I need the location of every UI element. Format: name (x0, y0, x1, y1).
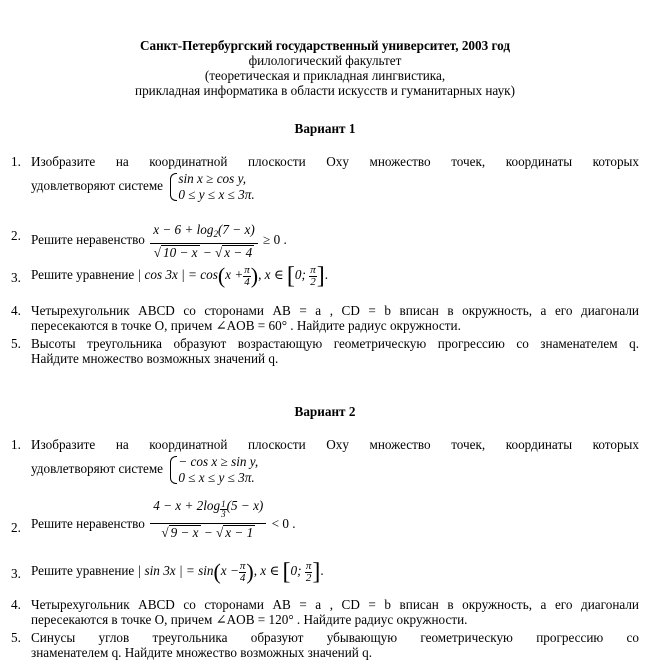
variant-1-title: Вариант 1 (294, 121, 356, 136)
faculty-line: филологический факультет (248, 53, 402, 68)
problem-text-line2: удовлетворяют системе (31, 178, 164, 194)
inequality-rhs: < 0 . (271, 516, 296, 531)
equation-lhs: | cos 3x | = cos (137, 267, 218, 283)
problem-text-line2: удовлетворяют системе (31, 461, 164, 477)
problem-number: 3. (11, 270, 21, 285)
problem-text-line2: Найдите множество возможных значений q. (31, 351, 279, 366)
problem-number: 5. (11, 630, 21, 645)
numerator-expr: x − 6 + log (153, 222, 214, 237)
problem-text-line1: Четырехугольник ABCD со сторонами AB = a , CD = b вписан в окружность, а его диагонали (31, 303, 639, 318)
equation-lhs: | sin 3x | = sin (137, 563, 214, 579)
system-eq-1: − cos x ≥ sin y, (178, 454, 259, 469)
problem-number: 2. (11, 228, 21, 243)
problem-number: 4. (11, 303, 21, 318)
interval-start: 0; (290, 563, 302, 579)
university-title: Санкт-Петербургский государственный университет, 2003 год (139, 38, 511, 53)
problem-text-line1: Высоты треугольника образуют возрастающую геометрическую прогрессию со знаменателем q. (31, 336, 639, 351)
log-base: $\frac{1}{3}$ (221, 499, 226, 519)
problem-text: Решите уравнение (31, 267, 135, 283)
problem-text: Решите неравенство (31, 516, 145, 531)
problem-number: 2. (11, 520, 21, 535)
problem-text-line2: пересекаются в точке O, причем ∠AOB = 120° . Найдите радиус окружности. (31, 612, 468, 627)
denominator-root-1: 9 − x (170, 525, 199, 540)
denominator-root-1: 10 − x (162, 245, 198, 260)
numerator-expr: 4 − x + 2log (153, 498, 221, 513)
numerator-tail: (5 − x) (226, 498, 264, 513)
system-eq-1: sin x ≥ cos y, (178, 171, 246, 186)
document-header (0, 38, 650, 98)
problem-number: 4. (11, 597, 21, 612)
equation-system (168, 171, 254, 203)
problem-text-line1: Изобразите на координатной плоскости Oxy множество точек, координаты которых (31, 154, 639, 169)
problem-text-line2: пересекаются в точке O, причем ∠AOB = 60° . Найдите радиус окружности. (31, 318, 461, 333)
inequality-fraction: 4 − x + 2log $\frac{1}{3}$ (5 − x) √ 9 − x − √ x − 1 (150, 498, 266, 540)
equation-arg: x − (220, 563, 239, 579)
pi-over-4: $\frac{\pi}{4}$ (244, 263, 250, 288)
inequality-rhs: ≥ 0 . (263, 232, 287, 248)
pi-over-4: $\frac{\pi}{4}$ (239, 559, 246, 584)
interval-label: , x ∈ (253, 563, 280, 579)
problem-text-line1: Синусы углов треугольника образуют убывающую геометрическую прогрессию со (31, 630, 639, 645)
denominator-root-2: x − 1 (225, 525, 254, 540)
variant-2-title: Вариант 2 (294, 404, 356, 419)
problem-number: 5. (11, 336, 21, 351)
problem-text-line2: знаменателем q. Найдите множество возможных значений q. (31, 645, 373, 660)
inequality-fraction: $\frac{x - 6 + \log_2(7 - x)}{√ 10 - x - √ x - 4}$ (150, 222, 258, 260)
problem-text: Решите уравнение (31, 563, 135, 579)
numerator-tail: (7 − x) (218, 222, 255, 237)
problem-text-line1: Четырехугольник ABCD со сторонами AB = a , CD = b вписан в окружность, а его диагонали (31, 597, 639, 612)
system-eq-2: 0 ≤ x ≤ y ≤ 3π. (178, 470, 255, 485)
denominator-root-2: x − 4 (224, 245, 253, 260)
interval-start: 0; (294, 267, 306, 283)
problem-text: Решите неравенство (31, 232, 145, 248)
equation-system (168, 454, 258, 486)
problem-text-line1: Изобразите на координатной плоскости Oxy множество точек, координаты которых (31, 437, 639, 452)
specialty-line-1: (теоретическая и прикладная лингвистика, (204, 68, 446, 83)
interval-label: , x ∈ (258, 267, 284, 283)
system-eq-2: 0 ≤ y ≤ x ≤ 3π. (178, 187, 255, 202)
problem-number: 1. (11, 437, 21, 452)
problem-number: 3. (11, 566, 21, 581)
pi-over-2: $\frac{\pi}{2}$ (305, 559, 312, 584)
log-base: 2 (213, 229, 218, 239)
problem-number: 1. (11, 154, 21, 169)
pi-over-2: $\frac{\pi}{2}$ (310, 263, 316, 288)
specialty-line-2: прикладная информатика в области искусств и гуманитарных наук) (135, 83, 515, 98)
equation-arg: x + (225, 267, 244, 283)
